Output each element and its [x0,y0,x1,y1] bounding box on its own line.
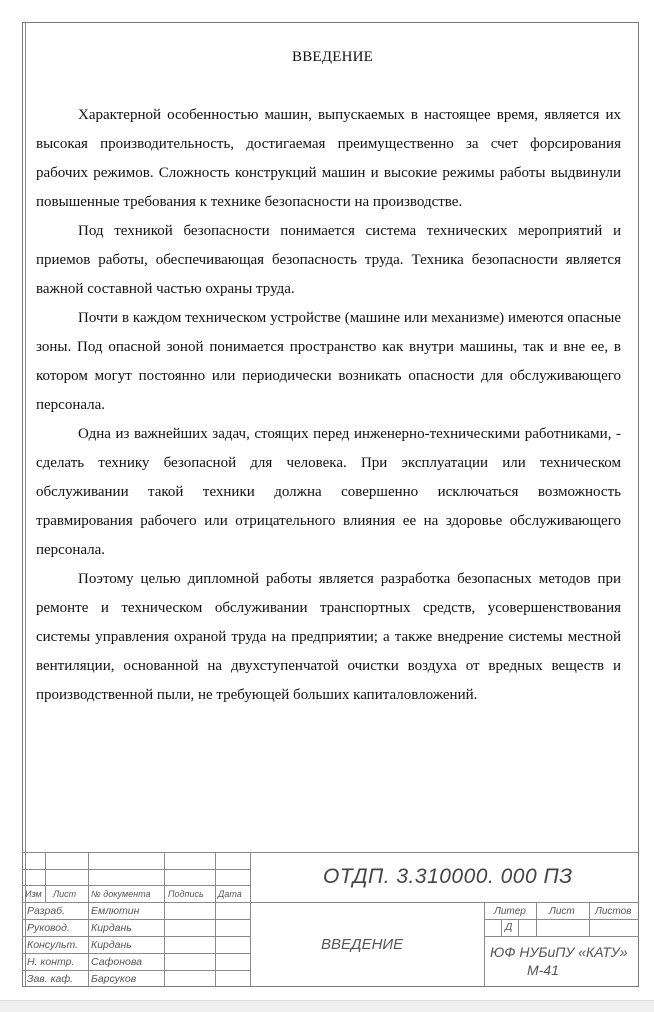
bottom-strip [0,1000,654,1012]
stamp-header-signature: Подпись [168,889,204,899]
stamp-header-date: Дата [218,889,242,899]
paragraph-5: Поэтому целью дипломной работы является разработка безопасных методов при ремонте и техническом обслуживании транспортных средств, усовершенствования системы управления охраной труда на предприятии; а также внедрение системы местной вентиляции, основанной на двухступенчатой очистки воздуха от вредных веществ и производственной пыли, не требующей больших капиталовложений. [36,571,621,703]
stamp-person: Кирдань [91,922,132,934]
stamp-role: Н. контр. [27,956,75,968]
sheet-title: ВВЕДЕНИЕ [321,936,404,953]
stamp-person: Барсуков [91,973,137,985]
paragraph-3: Почти в каждом техническом устройстве (машине или механизме) имеются опасные зоны. Под опасной зоной понимается пространство как внутри машины, так и вне ее, в котором могут постоянно или периодически возникать опасности для обслуживающего персонала. [36,310,621,413]
liter-value: Д [505,921,513,933]
stamp-header-list: Лист [53,889,77,899]
stamp-role: Руковод. [27,922,70,934]
document-code: ОТДП. 3.310000. 000 ПЗ [323,865,573,888]
stamp-person: Сафонова [91,956,142,968]
stamp-role: Зав. каф. [27,973,74,985]
document-body [36,101,621,710]
stamp-header-doc-no: № документа [91,889,151,899]
stamp-header-sheet: Лист [549,906,575,917]
stamp-header-sheets: Листов [595,906,632,917]
paragraph-1: Характерной особенностью машин, выпускаемых в настоящее время, является их высокая производительность, достигаемая преимущественно за счет форсирования рабочих режимов. Сложность конструкций машин и высокие режимы работы выдвинули повышенные требования к технике безопасности на производстве. [36,107,621,210]
paragraph-4: Одна из важнейших задач, стоящих перед инженерно-техническими работниками, - сделать технику безопасной для человека. При эксплуатации или техническом обслуживании такой техники должна совершенно исключаться возможность травмирования рабочего или отрицательного влияния ее на здоровье обслуживающего персонала. [36,426,621,558]
document-title: ВВЕДЕНИЕ [292,49,373,65]
stamp-role: Консульт. [27,939,79,951]
paragraph-2: Под техникой безопасности понимается система технических мероприятий и приемов работы, обеспечивающая безопасность труда. Техника безопасности является важной составной частью охраны труда. [36,223,621,297]
stamp-header-izm: Изм [25,889,42,899]
organization-name: ЮФ НУБиПУ «КАТУ» [490,944,628,960]
binding-margin-line [22,22,26,987]
stamp-role: Разраб. [27,905,65,917]
stamp-person: Кирдань [91,939,132,951]
stamp-person: Емлютин [91,905,140,917]
stamp-header-liter: Литер [494,906,526,917]
group-code: М-41 [527,962,559,978]
